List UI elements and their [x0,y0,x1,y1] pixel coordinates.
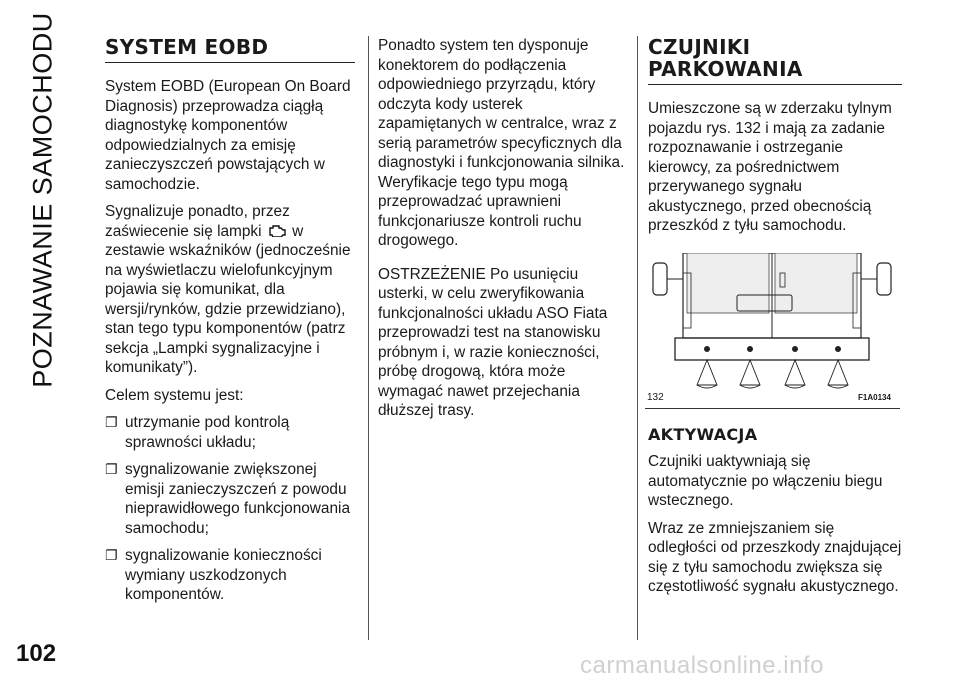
figure-rear-bumper-sensors [645,253,900,409]
paragraph: Umieszczone są w zderzaku tylnym pojazdu rys. 132 i mają za zadanie rozpoznawanie i ostrzeganie kierowcy, za pośrednictwem przerywanego sygnału akustycznego, przed obecnością przeszkód z tyłu samochodu. [648,100,892,234]
chapter-side-label [0,12,86,388]
chapter-title: POZNAWANIE SAMOCHODU [27,12,58,388]
paragraph-with-icon [105,202,355,378]
engine-warning-icon [268,224,286,237]
column-divider [368,36,369,640]
paragraph: Ponadto system ten dysponuje konektorem do podłączenia odpowiedniego przyrządu, który odczyta kody usterek zapamiętanych w centralce, wraz z serią parametrów specyficznych dla diagnostyki i funkcjonowania silnika. Weryfikacje tego typu mogą przeprowadzać uprawnieni funkcjonariusze kontroli ruchu drogowego. [378,37,625,249]
figure-number: 132 [647,392,664,403]
paragraph: System EOBD (European On Board Diagnosis) przeprowadza ciągłą diagnostykę komponentów odpowiedzialnych za emisję zanieczyszczeń powstających w samochodzie. [105,78,351,193]
bullet-icon: ❐ [105,461,118,477]
warning-paragraph: OSTRZEŻENIE Po usunięciu usterki, w celu zweryfikowania funkcjonalności układu ASO Fiata przeprowadzi test na stanowisku próbnym i, w razie konieczności, próbę drogową, która może wymagać nawet przejechania dłuższej trasy. [378,265,608,419]
goals-list [105,413,355,605]
subsection-activation [648,425,902,605]
column-eobd [105,36,355,613]
page-number: 102 [16,640,57,667]
figure-code: F1A0134 [858,393,891,402]
watermark: carmanualsonline.info [580,652,824,679]
van-rear-illustration [645,253,900,408]
bullet-icon: ❐ [105,547,118,563]
list-item: ❐ utrzymanie pod kontrolą sprawności układu; [105,414,290,451]
paragraph-text: w zestawie wskaźników (jednocześnie na wyświetlaczu wielofunkcyjnym pojawia się komunikat, dla wersji/rynków, gdzie przewidziano), stan tego typu komponentów (patrz sekcja „Lampki sygnalizacyjne i komunikaty”). [105,222,351,376]
list-item: ❐ sygnalizowanie konieczności wymiany uszkodzonych komponentów. [105,547,322,603]
paragraph: Czujniki uaktywniają się automatycznie po włączeniu biegu wstecznego. [648,453,883,509]
bullet-icon: ❐ [105,414,118,430]
section-heading-eobd: SYSTEM EOBD [105,36,355,63]
column-divider [637,36,638,640]
column-parking-sensors [648,36,902,244]
subheading-activation: AKTYWACJA [648,425,758,444]
paragraph: Celem systemu jest: [105,386,244,404]
section-heading-parking-sensors: CZUJNIKI PARKOWANIA [648,36,902,85]
paragraph: Wraz ze zmniejszaniem się odległości od przeszkody znajdującej się z tyłu samochodu zwiększa się częstotliwość sygnału akustycznego. [648,519,902,595]
column-eobd-continued [378,36,628,429]
list-item: ❐ sygnalizowanie zwiększonej emisji zanieczyszczeń z powodu nieprawidłowego funkcjonowania samochodu; [105,461,351,537]
paragraph-text: Sygnalizuje ponadto, przez zaświecenie się lampki [105,203,290,240]
